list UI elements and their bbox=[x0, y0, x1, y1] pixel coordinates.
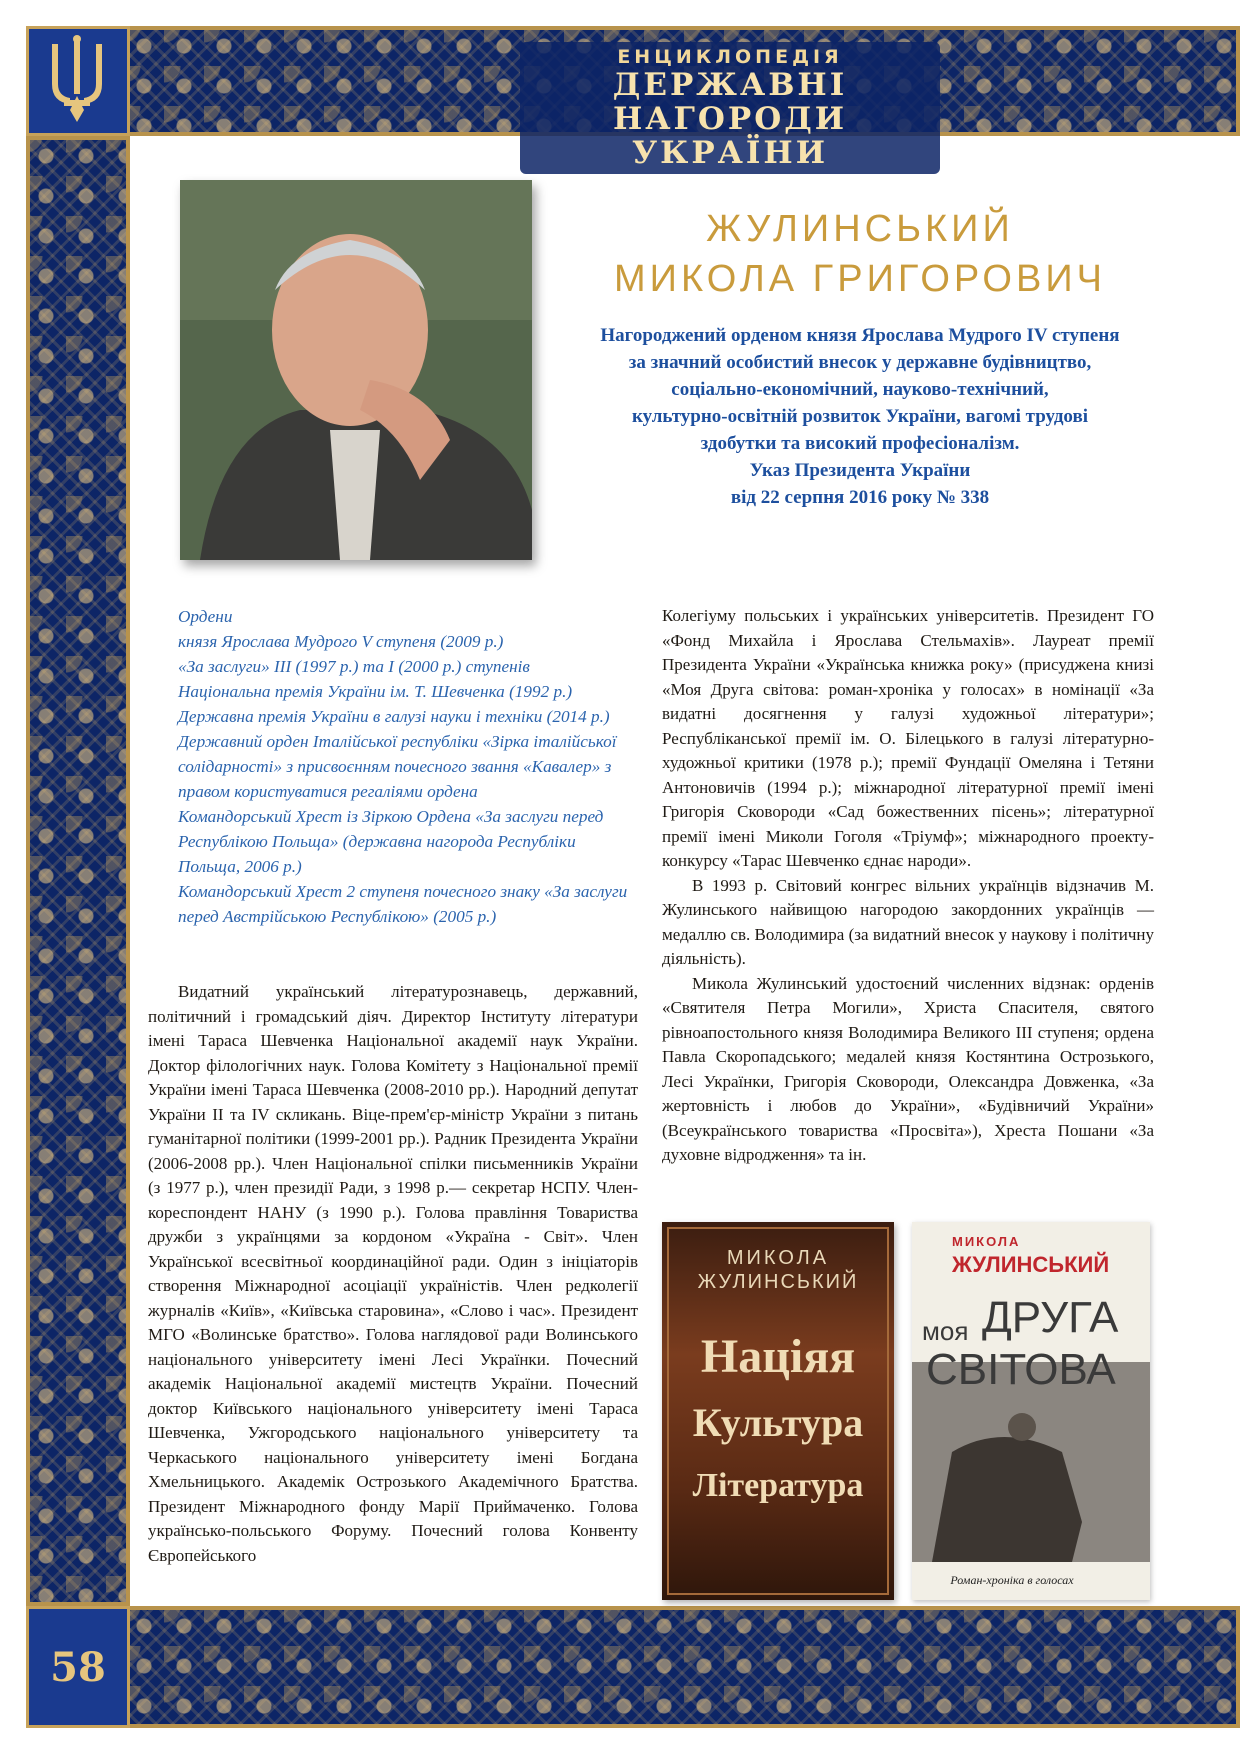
orders-item: Державна премія України в галузі науки і техніки (2014 р.) bbox=[178, 707, 610, 726]
encyclopedia-masthead bbox=[520, 42, 940, 174]
award-line: соціально-економічний, науково-технічний, bbox=[671, 379, 1049, 400]
award-line: здобутки та високий професіоналізм. bbox=[700, 433, 1020, 454]
bottom-ornament-band bbox=[124, 1606, 1240, 1728]
biography-right-column bbox=[662, 604, 1154, 1168]
masthead-line2: ДЕРЖАВНІ НАГОРОДИ bbox=[612, 67, 848, 137]
book2-title-big2: СВІТОВА bbox=[926, 1345, 1116, 1394]
orders-item: «За заслуги» ІІІ (1997 р.) та І (2000 р.) ступенів bbox=[178, 657, 530, 676]
book1-author-line2: ЖУЛИНСЬКИЙ bbox=[697, 1271, 859, 1293]
masthead-line1: ЕНЦИКЛОПЕДІЯ bbox=[617, 46, 843, 68]
award-line: культурно-освітній розвиток України, вагомі трудові bbox=[632, 406, 1088, 427]
book-cover-druha-svitova bbox=[912, 1222, 1150, 1600]
masthead-line3: УКРАЇНИ bbox=[632, 135, 828, 171]
book2-author-first: МИКОЛА bbox=[952, 1234, 1021, 1249]
orders-item: князя Ярослава Мудрого V ступеня (2009 р.) bbox=[178, 632, 504, 651]
biography-left-column: Видатний український літературознавець, державний, політичний і громадський діяч. Директор Інституту літератури імені Тараса Шевченка Національної академії наук України. Доктор філологічних наук. Голова Комітету з Національної премії України імені Тараса Шевченка (2008-2010 рр.). Народний депутат України ІІ та IV скликань. Віце-прем'єр-міністр України з питань гуманітарної політики (1999-2001 рр.). Радник Президента України (2006-2008 рр.). Член Національної спілки письменників України (з 1977 р.), член президії Ради, з 1998 р.— секретар НСПУ. Член-кореспондент НАНУ (з 1990 р.). Голова правління Товариства дружби з українцями за кордоном «Україна - Світ». Член Української всесвітньої координаційної ради. Один з ініціаторів створення Міжнародної асоціації україністів. Член редколегії журналів «Київ», «Київська старовина», «Слово і час». Президент МГО «Волинське братство». Голова наглядової ради Волинського національного університету імені Лесі Українки. Почесний академік Національної академії мистецтв України. Почесний доктор Київського національного університету імені Тараса Шевченка, Ужгородського національного університету та Черкаського національного університету імені Богдана Хмельницького. Академік Острозького Академічного Братства. Президент Міжнародного фонду Марії Приймаченко. Голова українсько-польського Форуму. Почесний голова Конвенту Європейського bbox=[148, 982, 638, 1565]
book2-title-small: моя bbox=[922, 1316, 969, 1346]
book1-title2: Культура bbox=[692, 1400, 864, 1445]
person-surname: ЖУЛИНСЬКИЙ bbox=[706, 208, 1014, 250]
award-line: від 22 серпня 2016 року № 338 bbox=[730, 487, 990, 508]
left-ornament-band bbox=[26, 136, 130, 1606]
orders-item: Командорський Хрест із Зіркою Ордена «За заслуги перед Республікою Польща» (державна нагорода Республіки Польща, 2006 р.) bbox=[178, 807, 604, 876]
award-line: за значний особистий внесок у державне будівництво, bbox=[628, 352, 1092, 373]
biography-paragraph: Микола Жулинський удостоєний численних відзнак: орденів «Святителя Петра Могили», Христа Спасителя, святого рівноапостольного князя Володимира Великого ІІІ ступеня; ордена Павла Скоропадського; медалей князя Костянтина Острозького, Лесі Українки, Григорія Сковороди, Олександра Довженка, «За жертовність і любов до України», «Будівничий України» (Всеукраїнського товариства «Просвіта»), Хреста Пошани «За духовне відродження» та ін. bbox=[662, 973, 1154, 1164]
orders-list bbox=[178, 604, 638, 929]
person-name bbox=[560, 204, 1160, 304]
book2-title-big1: ДРУГА bbox=[982, 1293, 1119, 1342]
book1-title1: Націяя bbox=[700, 1330, 856, 1383]
page-number: 58 bbox=[50, 1643, 106, 1691]
trident-emblem-icon bbox=[44, 34, 110, 126]
orders-item: Національна премія України ім. Т. Шевченка (1992 р.) bbox=[178, 682, 573, 701]
book-cover-natsiia bbox=[662, 1222, 894, 1600]
biography-paragraph: В 1993 р. Світовий конгрес вільних українців відзначив М. Жулинського найвищою нагородою закордонних українців — медаллю св. Володимира (за видатний внесок у наукову і політичну діяльність). bbox=[662, 875, 1154, 968]
biography-paragraph: Колегіуму польських і українських університетів. Президент ГО «Фонд Михайла і Ярослава Стельмахів». Лауреат премії Президента України «Українська книжка року» (присуджена книзі «Моя Друга світова: роман-хроніка у голосах» в номінації «За видатні досягнення у галузі художньої літератури»; Республіканської премії ім. О. Білецького в галузі літературно-художньої критики (1978 р.); премії Фундації Омеляна і Тетяни Антоновичів (1994 р.); міжнародної літературної премії імені Григорія Сковороди «Сад божественних пісень»; літературної премії імені Миколи Гоголя «Тріумф»; міжнародного проекту-конкурсу «Тарас Шевченко єднає народи». bbox=[662, 606, 1154, 870]
award-text bbox=[560, 322, 1160, 511]
book2-author-last: ЖУЛИНСЬКИЙ bbox=[952, 1252, 1110, 1277]
award-line: Указ Президента України bbox=[749, 460, 971, 481]
orders-item: Державний орден Італійської республіки «Зірка італійської солідарності» з присвоєнням почесного звання «Кавалер» з правом користуватися регаліями ордена bbox=[178, 732, 617, 801]
orders-heading: Ордени bbox=[178, 607, 233, 626]
book1-author-line1: МИКОЛА bbox=[726, 1247, 830, 1269]
person-given-names: МИКОЛА ГРИГОРОВИЧ bbox=[614, 258, 1106, 300]
award-line: Нагороджений орденом князя Ярослава Мудрого IV ступеня bbox=[600, 325, 1120, 346]
book1-title3: Література bbox=[692, 1467, 864, 1504]
orders-item: Командорський Хрест 2 ступеня почесного знаку «За заслуги перед Австрійською Республікою» (2005 р.) bbox=[178, 882, 628, 926]
book2-subtitle: Роман-хроніка в голосах bbox=[950, 1573, 1074, 1587]
portrait-photo bbox=[180, 180, 532, 560]
